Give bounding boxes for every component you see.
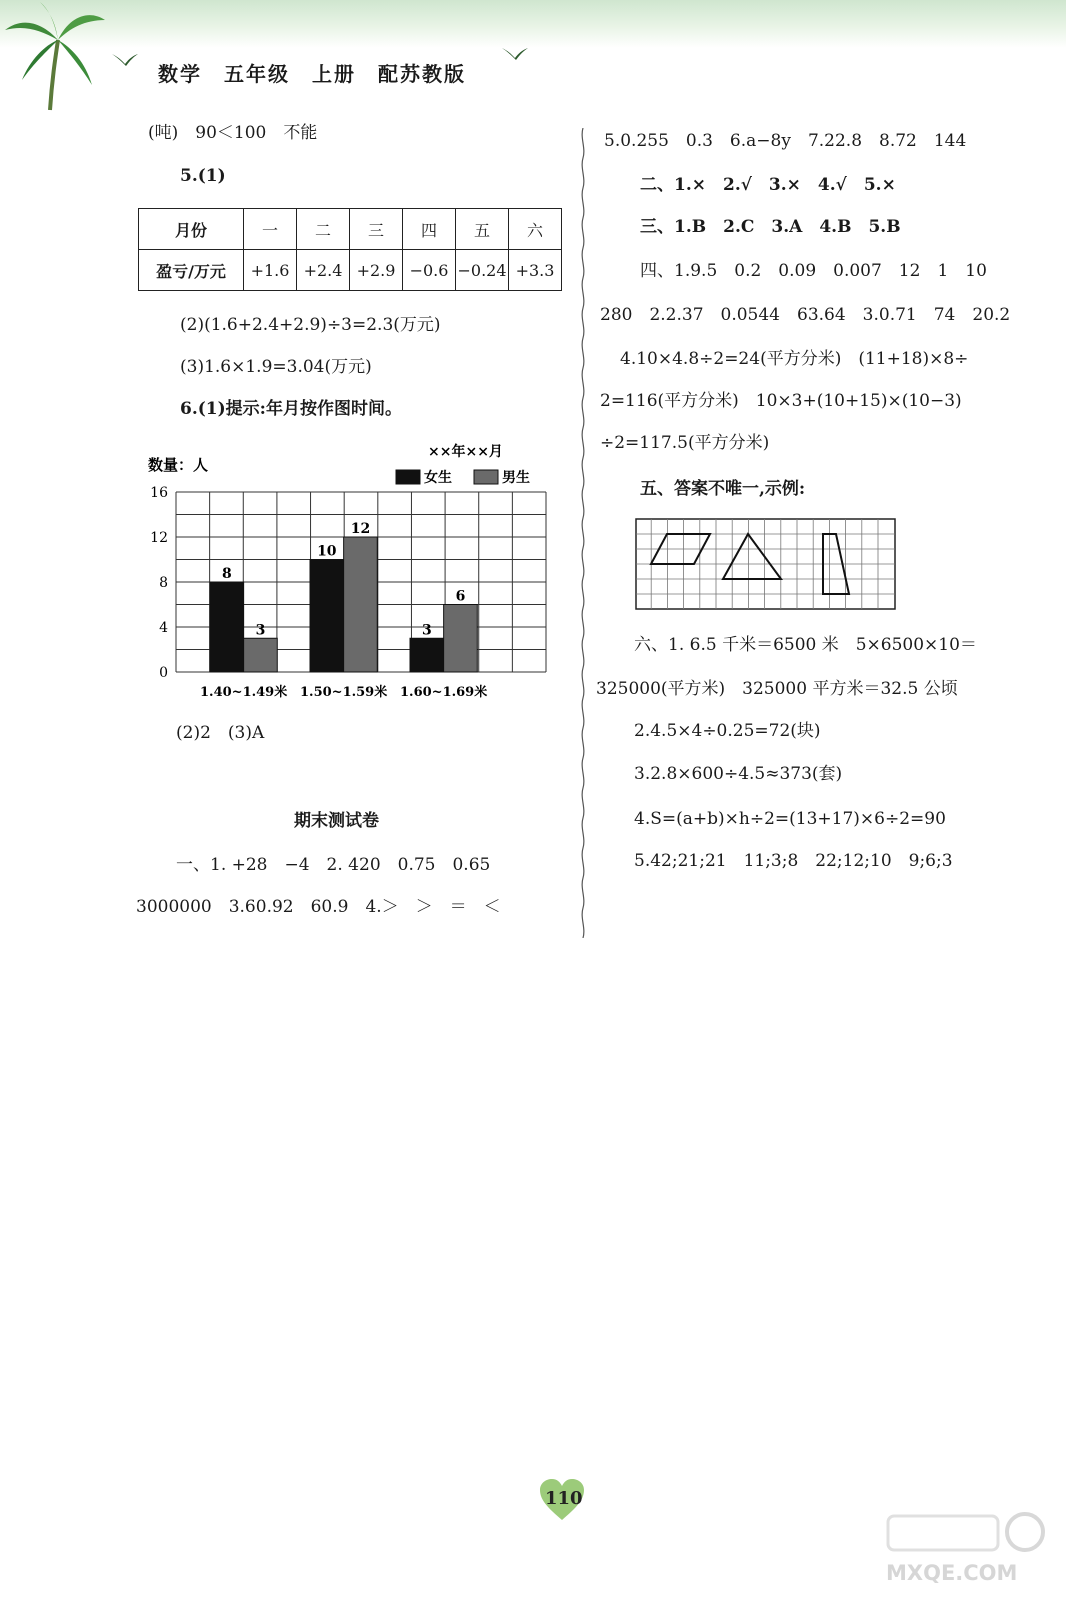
answer-line: (2)2 (3)A [176, 723, 265, 743]
x-category-label: 1.50~1.59米 [300, 685, 388, 700]
x-category-label: 1.60~1.69米 [400, 685, 488, 700]
y-axis-label: 数量：人 [148, 456, 209, 474]
bird-icon [110, 50, 140, 68]
answer-line: 5.42;21;21 11;3;8 22;12;10 9;6;3 [634, 851, 953, 871]
table-cell: +2.9 [350, 250, 403, 291]
table-cell: 月份 [139, 209, 244, 250]
bar [410, 638, 444, 672]
watermark-text: MXQE.COM [886, 1561, 1018, 1585]
section-title: 期末测试卷 [294, 811, 379, 831]
answer-line: (3)1.6×1.9=3.04(万元) [180, 357, 372, 377]
y-tick-label: 0 [159, 665, 168, 681]
y-tick-label: 4 [159, 620, 168, 636]
bar [210, 582, 244, 672]
x-category-label: 1.40~1.49米 [200, 685, 288, 700]
header-banner [0, 0, 1066, 48]
answer-line: (吨) 90＜100 不能 [148, 123, 318, 143]
bar-value-label: 12 [350, 521, 371, 537]
page-number: 110 [545, 1488, 583, 1509]
table-cell: 六 [509, 209, 562, 250]
answer-line: 二、1.× 2.√ 3.× 4.√ 5.× [640, 175, 896, 195]
palm-tree-icon [0, 0, 110, 115]
table-cell: +2.4 [297, 250, 350, 291]
table-cell: −0.6 [403, 250, 456, 291]
answer-line: 325000(平方米) 325000 平方米＝32.5 公顷 [596, 679, 958, 699]
bar-value-label: 8 [221, 566, 232, 582]
table-cell: 五 [456, 209, 509, 250]
bar [444, 605, 478, 673]
table-cell: +1.6 [244, 250, 297, 291]
bar [310, 560, 344, 673]
bar [344, 537, 378, 672]
table-cell: −0.24 [456, 250, 509, 291]
legend-label: 女生 [424, 470, 452, 486]
chart-title: ××年××月 [428, 444, 503, 460]
answer-line: (2)(1.6+2.4+2.9)÷3=2.3(万元) [180, 315, 441, 335]
legend-swatch [396, 470, 420, 484]
y-tick-label: 16 [150, 485, 168, 501]
answer-line: 6.(1)提示:年月按作图时间。 [180, 399, 402, 419]
shapes-grid-figure [635, 518, 897, 611]
answer-line: 3.2.8×600÷4.5≈373(套) [634, 764, 843, 784]
answer-line: 2.4.5×4÷0.25=72(块) [634, 721, 821, 741]
column-divider [578, 128, 588, 938]
y-tick-label: 8 [159, 575, 168, 591]
legend-swatch [474, 470, 498, 484]
answer-line: 四、1.9.5 0.2 0.09 0.007 12 1 10 [640, 261, 987, 281]
table-cell: +3.3 [509, 250, 562, 291]
bar-value-label: 3 [255, 622, 266, 639]
answer-line: 5.0.255 0.3 6.a−8y 7.22.8 8.72 144 [604, 131, 967, 151]
question-label: 5.(1) [180, 166, 226, 186]
answer-line: 280 2.2.37 0.0544 63.64 3.0.71 74 20.2 [600, 305, 1011, 325]
bird-icon [500, 44, 530, 62]
y-tick-label: 12 [150, 530, 168, 546]
answer-line: 三、1.B 2.C 3.A 4.B 5.B [640, 217, 901, 237]
watermark-logo [880, 1510, 1050, 1590]
answer-line: 一、1. +28 −4 2. 420 0.75 0.65 [176, 855, 491, 875]
answer-line: 4.10×4.8÷2=24(平方分米) (11+18)×8÷ [620, 349, 969, 369]
answer-line: ÷2=117.5(平方分米) [600, 433, 770, 453]
table-row [139, 209, 562, 250]
profit-loss-table [138, 208, 562, 291]
answer-line: 五、答案不唯一,示例: [640, 479, 806, 499]
table-cell: 一 [244, 209, 297, 250]
bar [244, 638, 278, 672]
table-cell: 四 [403, 209, 456, 250]
bar-value-label: 6 [455, 588, 466, 605]
table-cell: 盈亏/万元 [139, 250, 244, 291]
bar-value-label: 3 [421, 622, 432, 639]
table-row [139, 250, 562, 291]
answer-line: 4.S=(a+b)×h÷2=(13+17)×6÷2=90 [634, 809, 946, 829]
header-title: 数学 五年级 上册 配苏教版 [158, 62, 466, 86]
answer-line: 2=116(平方分米) 10×3+(10+15)×(10−3) [600, 391, 962, 411]
answer-line: 3000000 3.60.92 60.9 4.＞ ＞ ＝ ＜ [136, 897, 501, 917]
legend-label: 男生 [502, 470, 530, 486]
answer-line: 六、1. 6.5 千米＝6500 米 5×6500×10＝ [634, 635, 977, 655]
table-cell: 三 [350, 209, 403, 250]
table-cell: 二 [297, 209, 350, 250]
bar-chart [140, 440, 560, 702]
bar-value-label: 10 [317, 543, 337, 560]
